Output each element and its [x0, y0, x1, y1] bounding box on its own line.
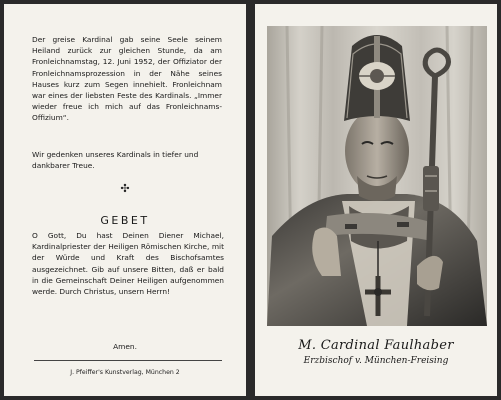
- remembrance-paragraph: Wir gedenken unseres Kardinals in tiefer und dankbarer Treue.: [32, 150, 199, 171]
- portrait-illustration: [267, 26, 487, 326]
- signature-subtitle: Erzbischof v. München-Freising: [303, 356, 449, 366]
- divider-line: [34, 360, 222, 361]
- cardinal-signature: M. Cardinal Faulhaber: [298, 338, 454, 353]
- memorial-paragraph: Der greise Kardinal gab seine Seele seinem Heiland zurück zur gleichen Stunde, da am Fronleichnamstag, 12. Juni 1952, der Offiziator der Fronleichnamsprozession in der Nähe seines Hauses kurz zum Segen innehielt. Fronleichnam war eines der liebsten Feste des Kardinals. „Immer wieder freue ich mich auf das Fronleichnams-Offizium“.: [32, 35, 222, 123]
- memorial-text-card: [4, 4, 246, 396]
- cardinal-portrait-photo: [267, 26, 487, 326]
- prayer-heading: GEBET: [100, 214, 150, 227]
- publisher-imprint: J. Pfeiffer's Kunstverlag, München 2: [70, 369, 180, 376]
- portrait-card: [255, 4, 497, 396]
- prayer-amen: Amen.: [113, 342, 137, 351]
- prayer-text: O Gott, Du hast Deinen Diener Michael, Kardinalpriester der Heiligen Römischen Kirche, mit der Würde und Kraft des Bischofsamtes ausgezeichnet. Gib auf unsere Bitten, daß er bald in die Gemeinschaft Deiner Heiligen aufgenommen werde. Durch Christus, unsern Herrn!: [32, 231, 224, 297]
- cross-icon: ✣: [120, 182, 130, 195]
